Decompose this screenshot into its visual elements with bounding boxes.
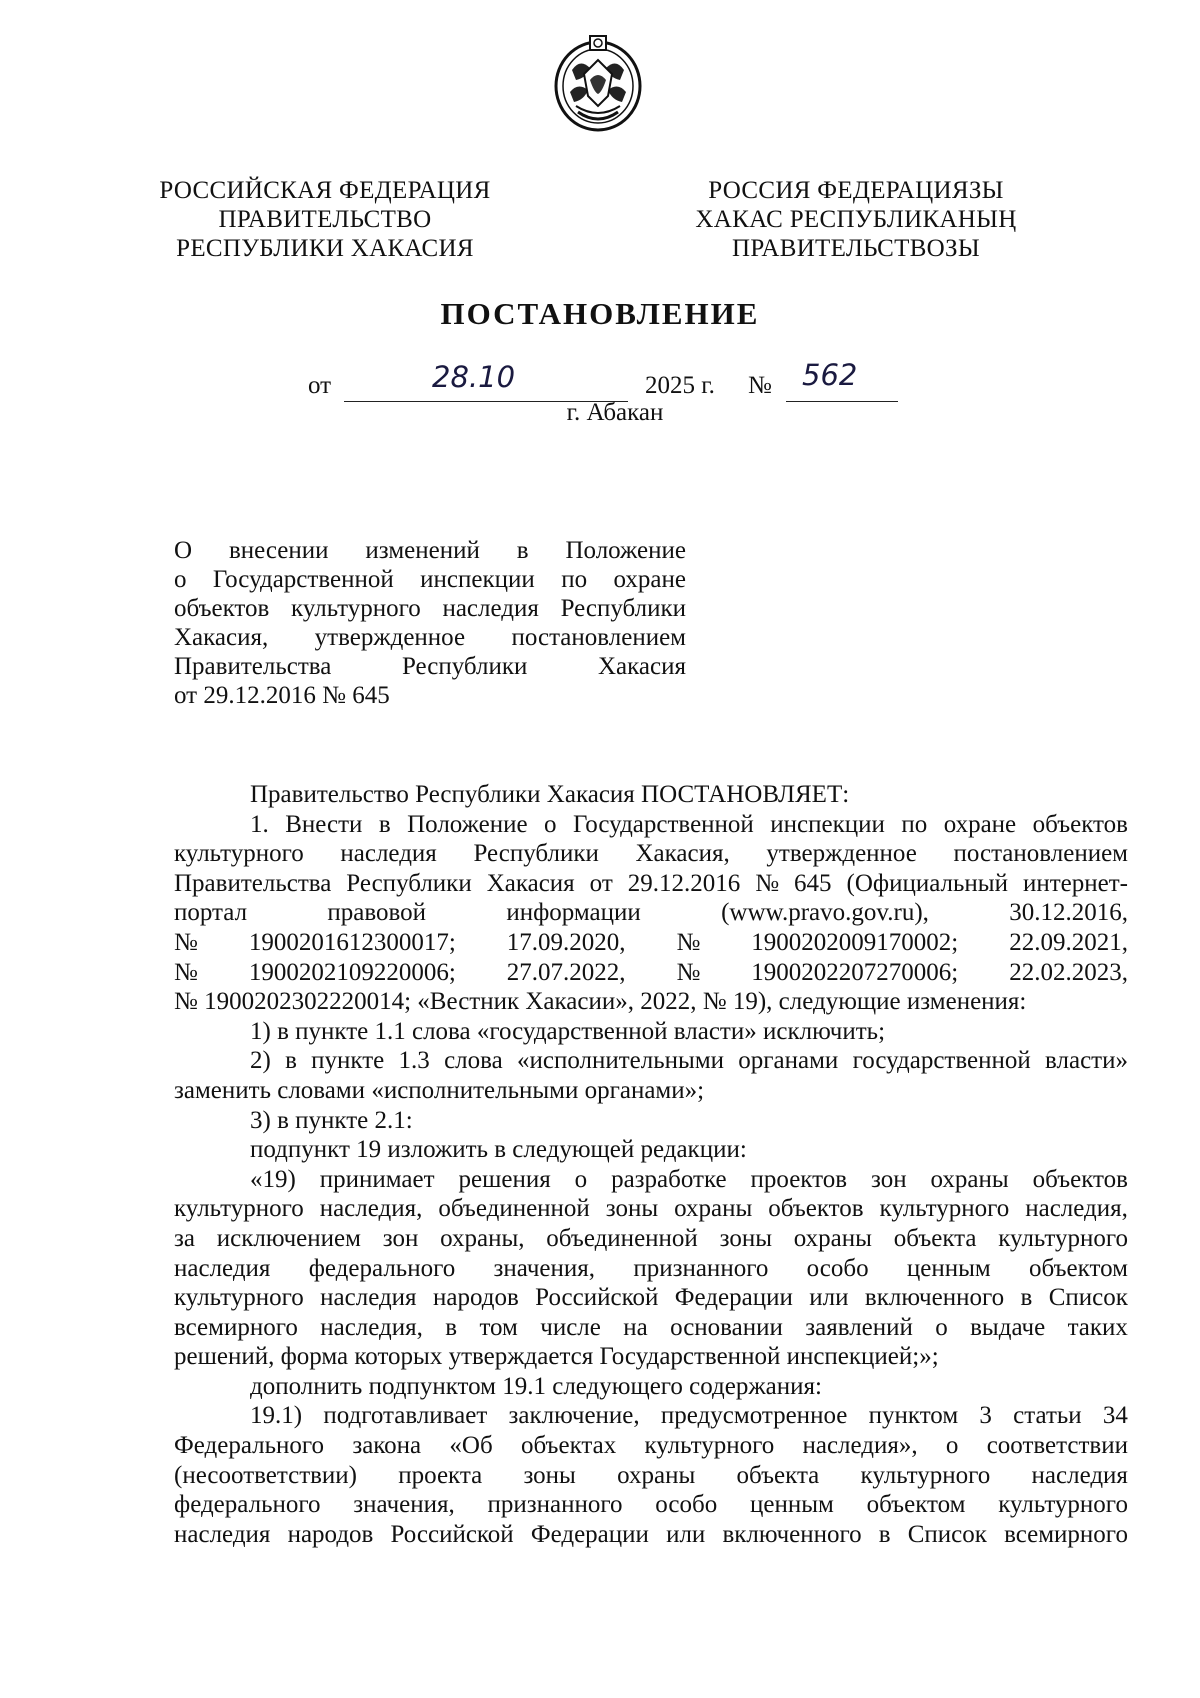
body-line: Федерального закона «Об объектах культурного наследия», о соответствии	[174, 1432, 1128, 1460]
subject-line: от 29.12.2016 № 645	[174, 682, 390, 709]
body-line: № 1900202302220014; «Вестник Хакасии», 2022, № 19), следующие изменения:	[174, 988, 1027, 1016]
city-label: г. Абакан	[566, 399, 664, 426]
subject-line: объектов культурного наследия Республики	[174, 595, 686, 622]
body-line: 1) в пункте 1.1 слова «государственной власти» исключить;	[250, 1017, 886, 1045]
body-line: «19) принимает решения о разработке проектов зон охраны объектов	[250, 1165, 1128, 1193]
body-line: культурного наследия Республики Хакасия, утвержденное постановлением	[174, 840, 1128, 868]
header-left-line: ПРАВИТЕЛЬСТВО	[218, 206, 432, 233]
body-line: дополнить подпунктом 19.1 следующего содержания:	[250, 1372, 822, 1400]
body-line: 3) в пункте 2.1:	[250, 1106, 413, 1134]
coat-of-arms-emblem	[550, 30, 646, 134]
subject-line: Хакасия, утвержденное постановлением	[174, 624, 686, 651]
header-right-line: РОССИЯ ФЕДЕРАЦИЯЗЫ	[708, 177, 1004, 204]
from-label: от	[308, 372, 332, 399]
body-line: наследия федерального значения, признанного особо ценным объектом	[174, 1254, 1128, 1282]
body-line: № 1900202109220006; 27.07.2022, № 1900202207270006; 22.02.2023,	[174, 958, 1128, 986]
document-body	[174, 780, 1128, 1549]
body-line: наследия народов Российской Федерации или включенного в Список всемирного	[174, 1520, 1128, 1548]
subject-line: Правительства Республики Хакасия	[174, 653, 686, 680]
handwritten-date: 28.10	[432, 360, 516, 394]
number-label: №	[748, 372, 772, 399]
body-line: заменить словами «исполнительными органами»;	[174, 1076, 705, 1104]
body-line: федерального значения, признанного особо ценным объектом культурного	[174, 1491, 1128, 1519]
header-right-block	[686, 176, 1026, 263]
body-line: подпункт 19 изложить в следующей редакции:	[250, 1136, 747, 1164]
year-label: 2025 г.	[645, 372, 715, 399]
body-line: Правительство Республики Хакасия ПОСТАНОВЛЯЕТ:	[250, 781, 850, 808]
header-left-line: РЕСПУБЛИКИ ХАКАСИЯ	[176, 235, 474, 262]
subject-line: О внесении изменений в Положение	[174, 537, 686, 564]
handwritten-number: 562	[802, 358, 858, 392]
body-line: портал правовой информации (www.pravo.gov.ru), 30.12.2016,	[174, 899, 1128, 927]
body-line: 2) в пункте 1.3 слова «исполнительными органами государственной власти»	[250, 1047, 1128, 1075]
header-right-line: ХАКАС РЕСПУБЛИКАНЫҢ	[695, 206, 1017, 233]
body-line: Правительства Республики Хакасия от 29.12.2016 № 645 (Официальный интернет-	[174, 869, 1128, 897]
dateline	[0, 358, 1200, 404]
body-line: 1. Внести в Положение о Государственной инспекции по охране объектов	[250, 810, 1128, 838]
subject-line: о Государственной инспекции по охране	[174, 566, 686, 593]
body-line: за исключением зон охраны, объединенной зоны охраны объекта культурного	[174, 1224, 1128, 1252]
header-right-line: ПРАВИТЕЛЬСТВОЗЫ	[732, 235, 980, 262]
header-left-block	[155, 176, 495, 263]
body-line: (несоответствии) проекта зоны охраны объекта культурного наследия	[174, 1461, 1128, 1489]
body-line: культурного наследия народов Российской Федерации или включенного в Список	[174, 1284, 1128, 1312]
subject-block	[174, 536, 686, 710]
body-line: культурного наследия, объединенной зоны охраны объектов культурного наследия,	[174, 1195, 1128, 1223]
body-line: № 1900201612300017; 17.09.2020, № 1900202009170002; 22.09.2021,	[174, 928, 1128, 956]
document-title: ПОСТАНОВЛЕНИЕ	[440, 296, 760, 331]
body-line: решений, форма которых утверждается Государственной инспекцией;»;	[174, 1343, 939, 1371]
body-line: всемирного наследия, в том числе на основании заявлений о выдаче таких	[174, 1313, 1128, 1341]
header-left-line: РОССИЙСКАЯ ФЕДЕРАЦИЯ	[159, 177, 491, 204]
body-line: 19.1) подготавливает заключение, предусмотренное пунктом 3 статьи 34	[250, 1402, 1128, 1430]
